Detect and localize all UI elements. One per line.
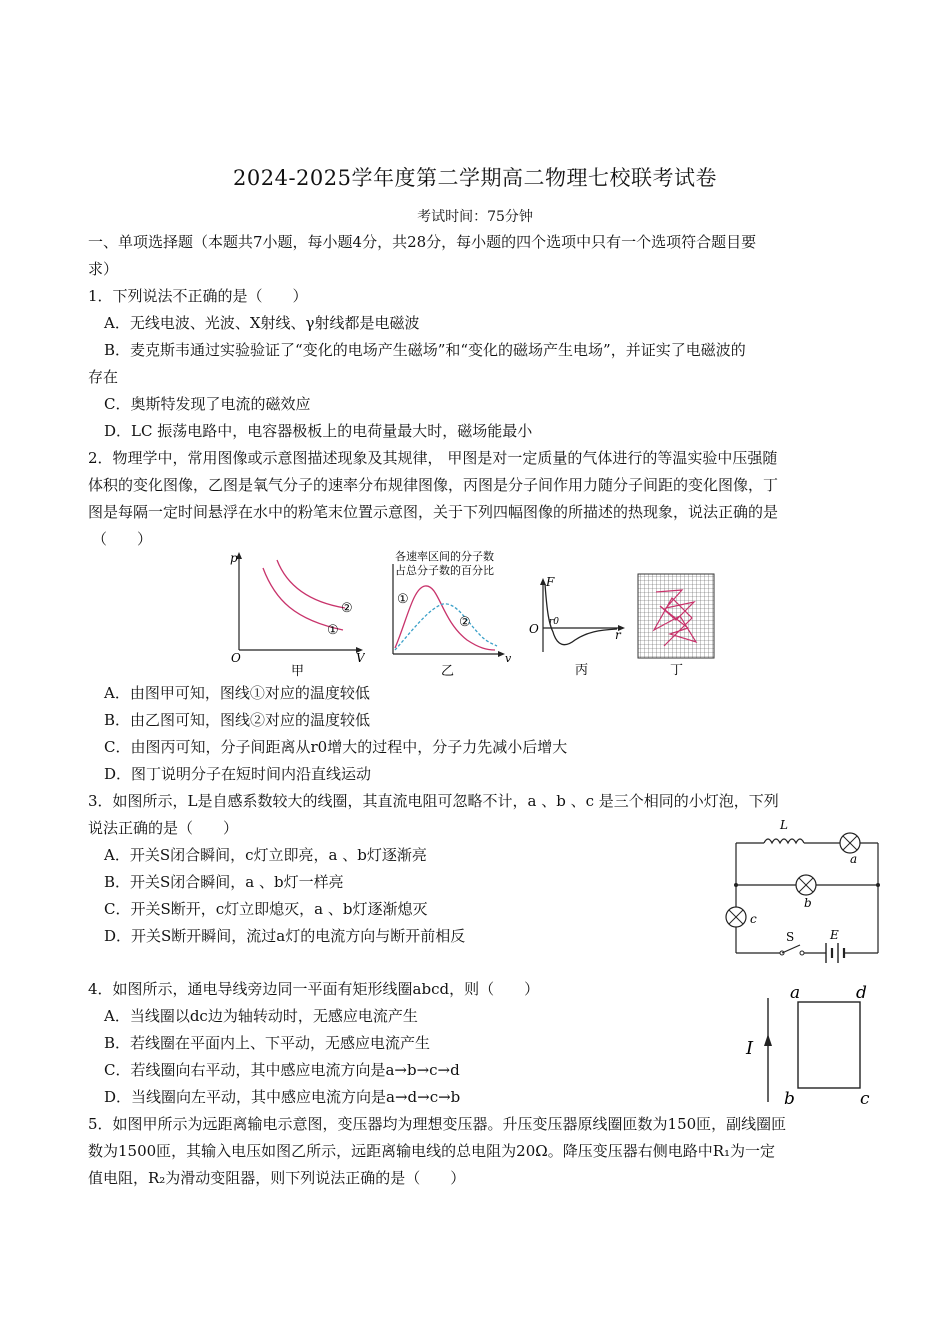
figure-ding xyxy=(636,572,716,680)
q4-stem: 4．如图所示，通电导线旁边同一平面有矩形线圈abcd，则（ ） xyxy=(88,980,540,998)
jia-xlabel: V xyxy=(356,651,365,665)
q2-option-b: B．由乙图可知，图线②对应的温度较低 xyxy=(104,711,371,729)
jia-origin: O xyxy=(231,651,241,665)
figure-bing xyxy=(525,572,630,680)
jia-curve2: ② xyxy=(341,601,353,616)
jia-curve1: ① xyxy=(327,623,339,638)
circuit-label-S: S xyxy=(786,930,795,944)
jia-ylabel: p xyxy=(230,551,238,565)
section-heading-cont: 求） xyxy=(88,260,119,278)
q5-stem: 5．如图甲所示为远距离输电示意图，变压器均为理想变压器。升压变压器原线圈匝数为150匝，副线圈匝 xyxy=(88,1115,787,1133)
yi-label-1: 各速率区间的分子数 xyxy=(395,550,494,563)
label-d: d xyxy=(856,983,867,1003)
q4-option-c: C．若线圈向右平动，其中感应电流方向是a→b→c→d xyxy=(104,1061,460,1079)
q5-stem-3: 值电阻，R₂为滑动变阻器，则下列说法正确的是（ ） xyxy=(88,1169,466,1187)
q2-option-d: D．图丁说明分子在短时间内沿直线运动 xyxy=(104,765,372,783)
circuit-label-L: L xyxy=(780,818,788,832)
bing-origin: O xyxy=(529,622,539,636)
bing-caption: 丙 xyxy=(575,663,589,678)
coil-figure xyxy=(740,980,890,1108)
circuit-label-b: b xyxy=(804,896,812,910)
q2-stem-3: 图是每隔一定时间悬浮在水中的粉笔末位置示意图，关于下列四幅图像的所描述的热现象，说法正确的是 xyxy=(88,503,779,521)
circuit-label-c: c xyxy=(750,912,757,926)
q4-option-b: B．若线圈在平面内上、下平动，无感应电流产生 xyxy=(104,1034,431,1052)
q3-stem: 3．如图所示，L是自感系数较大的线圈，其直流电阻可忽略不计，a 、b 、c 是三个相同的小灯泡，下列 xyxy=(88,792,779,810)
figure-yi xyxy=(383,550,518,680)
bing-xlabel: r xyxy=(615,628,621,642)
q1-option-b-cont: 存在 xyxy=(88,368,119,386)
q3-option-d: D．开关S断开瞬间，流过a灯的电流方向与断开前相反 xyxy=(104,927,466,945)
q2-option-a: A．由图甲可知，图线①对应的温度较低 xyxy=(104,684,370,702)
label-c: c xyxy=(860,1089,870,1108)
q2-option-c: C．由图丙可知，分子间距离从r0增大的过程中，分子力先减小后增大 xyxy=(104,738,568,756)
q3-stem-2: 说法正确的是（ ） xyxy=(88,819,239,837)
q2-stem: 2．物理学中，常用图像或示意图描述现象及其规律， 甲图是对一定质量的气体进行的等温实验中压强随 xyxy=(88,449,778,467)
q1-option-a: A．无线电波、光波、X射线、γ射线都是电磁波 xyxy=(104,314,420,332)
bing-r0: r0 xyxy=(549,617,560,627)
q3-option-b: B．开关S闭合瞬间，a 、b灯一样亮 xyxy=(104,873,344,891)
q1-stem: 1．下列说法不正确的是（ ） xyxy=(88,287,308,305)
label-b: b xyxy=(784,1089,795,1108)
figure-jia xyxy=(225,550,365,680)
label-I: I xyxy=(746,1038,754,1059)
q4-option-a: A．当线圈以dc边为轴转动时，无感应电流产生 xyxy=(104,1007,418,1025)
yi-caption: 乙 xyxy=(441,664,455,679)
q1-option-b: B．麦克斯韦通过实验验证了“变化的电场产生磁场”和“变化的磁场产生电场”，并证实了电磁波的 xyxy=(104,341,746,359)
yi-curve1: ① xyxy=(397,592,409,607)
circuit-label-E: E xyxy=(830,928,839,942)
yi-label-2: 占总分子数的百分比 xyxy=(395,564,494,577)
jia-caption: 甲 xyxy=(291,664,305,679)
page-title: 2024-2025学年度第二学期高二物理七校联考试卷 xyxy=(233,166,717,190)
exam-time: 考试时间：75分钟 xyxy=(417,209,533,225)
q2-stem-4: （ ） xyxy=(92,530,153,548)
bing-ylabel: F xyxy=(546,575,555,589)
yi-xlabel: v xyxy=(505,652,512,665)
circuit-figure xyxy=(720,815,890,965)
circuit-label-a: a xyxy=(850,852,858,866)
q2-stem-2: 体积的变化图像，乙图是氧气分子的速率分布规律图像，丙图是分子间作用力随分子间距的变化图像，丁 xyxy=(88,476,779,494)
q3-option-c: C．开关S断开，c灯立即熄灭，a 、b灯逐渐熄灭 xyxy=(104,900,428,918)
yi-curve2: ② xyxy=(459,615,471,630)
q1-option-d: D．LC 振荡电路中，电容器极板上的电荷量最大时，磁场能最小 xyxy=(104,422,533,440)
q4-option-d: D．当线圈向左平动，其中感应电流方向是a→d→c→b xyxy=(104,1088,461,1106)
q1-option-c: C．奥斯特发现了电流的磁效应 xyxy=(104,395,311,413)
section-heading: 一、单项选择题（本题共7小题，每小题4分，共28分，每小题的四个选项中只有一个选项符合题目要 xyxy=(88,233,757,251)
q3-option-a: A．开关S闭合瞬间，c灯立即亮，a 、b灯逐渐亮 xyxy=(104,846,427,864)
ding-caption: 丁 xyxy=(670,663,684,678)
label-a: a xyxy=(790,983,801,1003)
q5-stem-2: 数为1500匝，其输入电压如图乙所示，远距离输电线的总电阻为20Ω。降压变压器右侧电路中R₁为一定 xyxy=(88,1142,776,1160)
